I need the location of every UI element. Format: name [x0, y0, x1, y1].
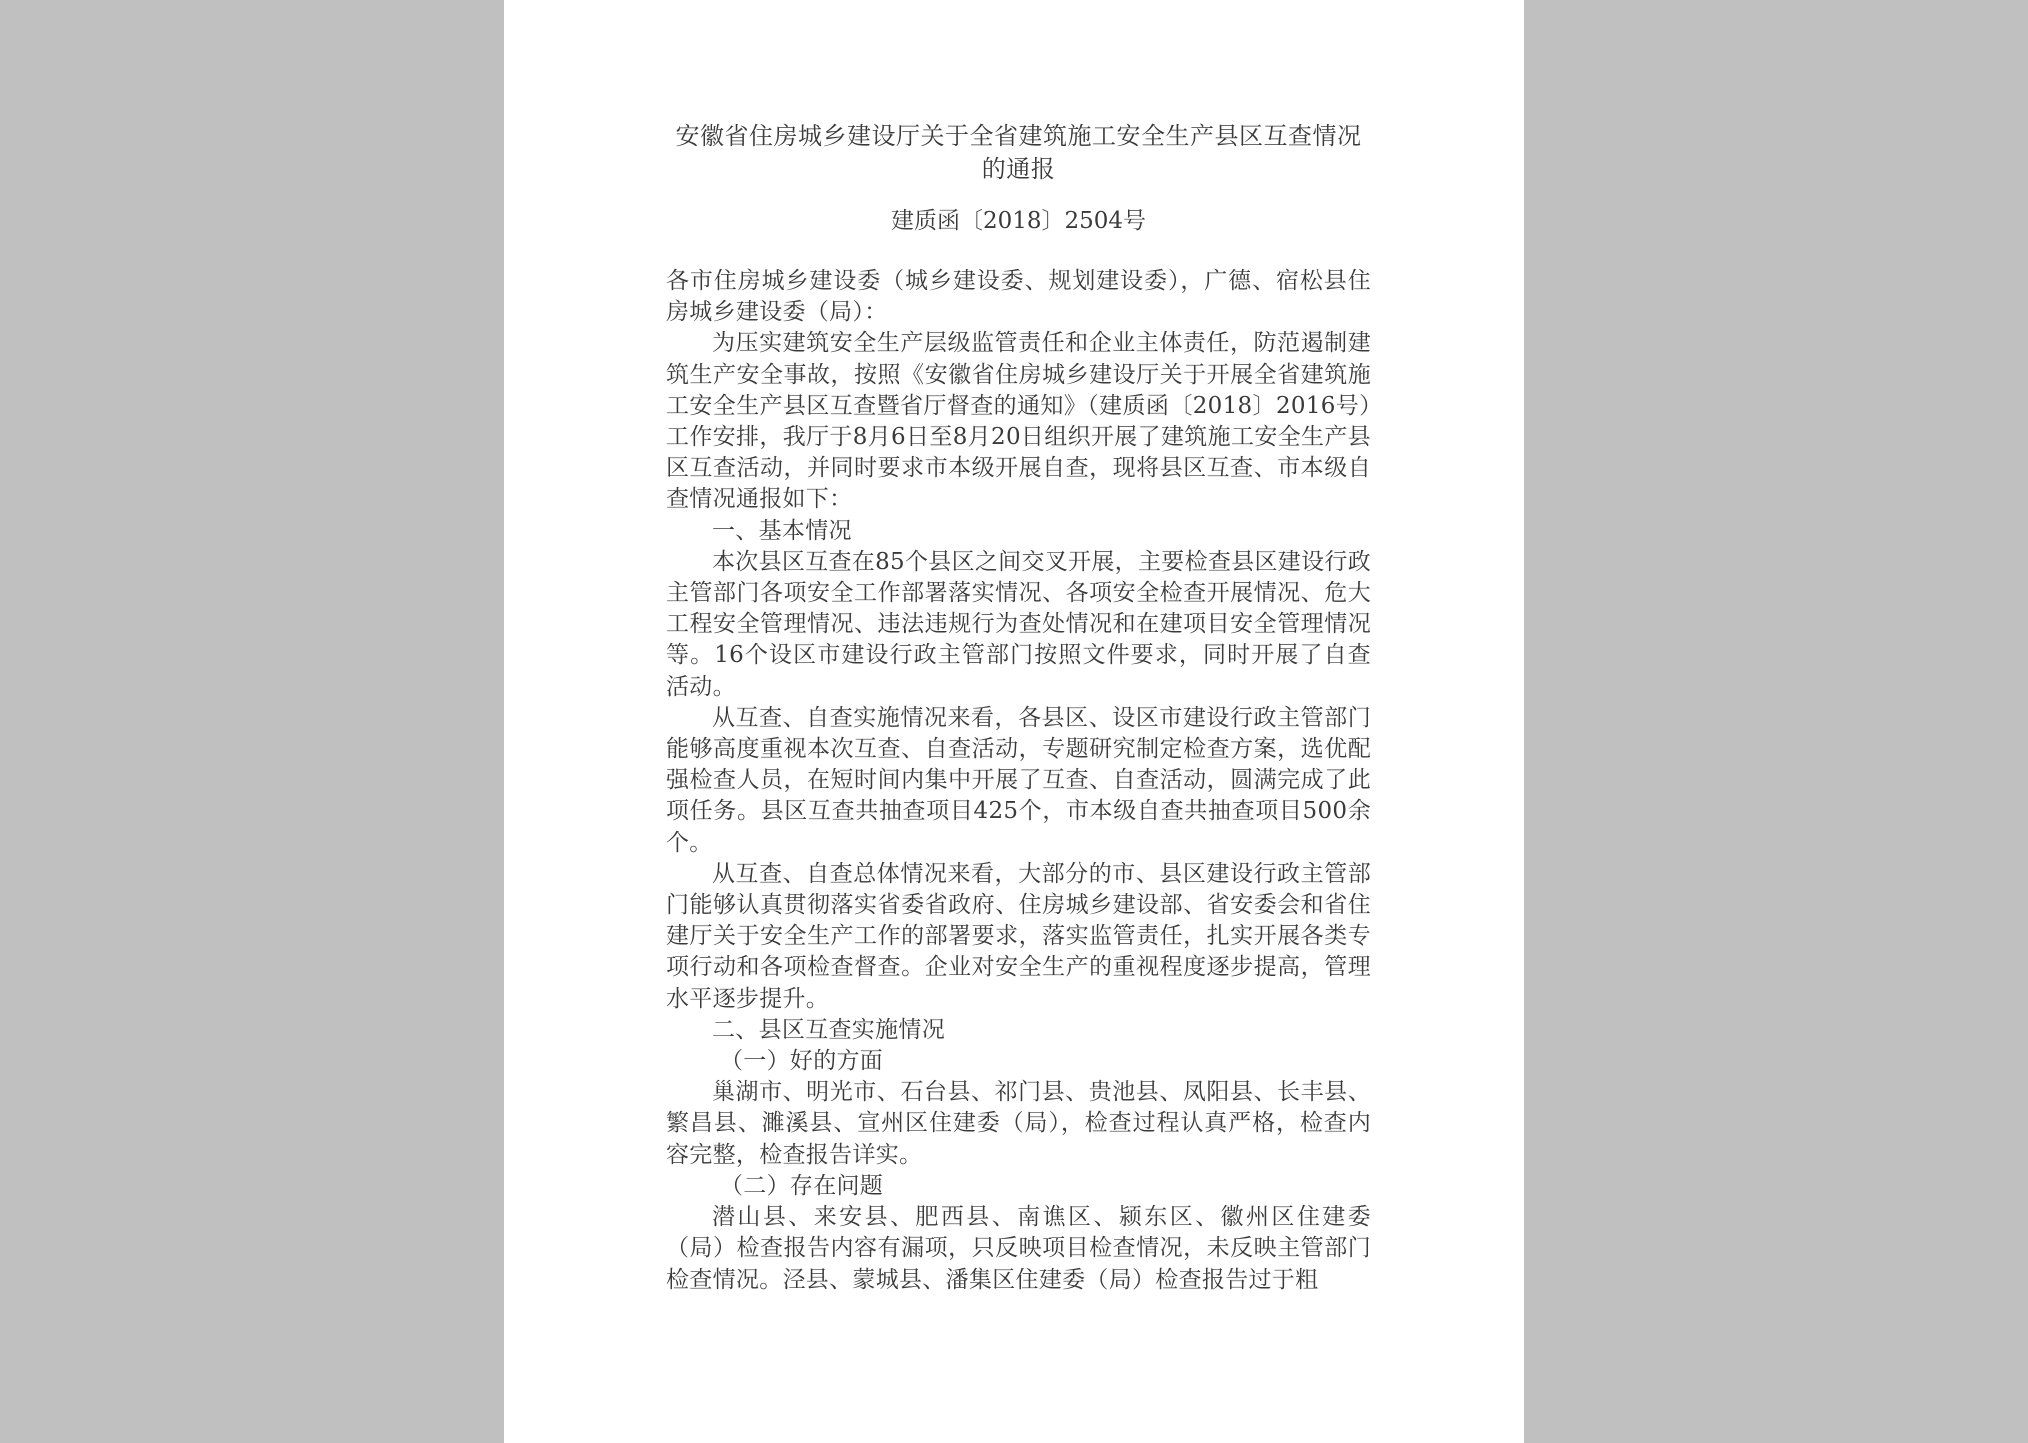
section1-paragraph-3: 从互查、自查总体情况来看，大部分的市、县区建设行政主管部门能够认真贯彻落实省委省政府、住房城乡建设部、省安委会和省住建厅关于安全生产工作的部署要求，落实监管责任，扎实开展各类专项行动和各项检查督查。企业对安全生产的重视程度逐步提高，管理水平逐步提升。: [666, 860, 1371, 1012]
addressee: 各市住房城乡建设委（城乡建设委、规划建设委），广德、宿松县住房城乡建设委（局）：: [666, 268, 1371, 326]
intro-paragraph: 为压实建筑安全生产层级监管责任和企业主体责任，防范遏制建筑生产安全事故，按照《安徽省住房城乡建设厅关于开展全省建筑施工安全生产县区互查暨省厅督查的通知》（建质函〔2018〕2016号）工作安排，我厅于8月6日至8月20日组织开展了建筑施工安全生产县区互查活动，并同时要求市本级开展自查，现将县区互查、市本级自查情况通报如下：: [666, 330, 1371, 513]
section1-paragraph-1: 本次县区互查在85个县区之间交叉开展，主要检查县区建设行政主管部门各项安全工作部署落实情况、各项安全检查开展情况、危大工程安全管理情况、违法违规行为查处情况和在建项目安全管理情况等。16个设区市建设行政主管部门按照文件要求，同时开展了自查活动。: [666, 548, 1371, 700]
document-content: [666, 120, 1371, 1296]
section-heading-2: 二、县区互查实施情况: [712, 1016, 945, 1043]
section-heading-1: 一、基本情况: [712, 517, 852, 544]
subsection-heading-good: （一）好的方面: [720, 1048, 884, 1075]
subsection-heading-problems: （二）存在问题: [720, 1172, 884, 1199]
document-number: 建质函〔2018〕2504号: [890, 208, 1147, 234]
document-title: 安徽省住房城乡建设厅关于全省建筑施工安全生产县区互查情况的通报: [675, 122, 1362, 183]
subsection-problems-paragraph: 潜山县、来安县、肥西县、南谯区、颍东区、徽州区住建委（局）检查报告内容有漏项，只反映项目检查情况，未反映主管部门检查情况。泾县、蒙城县、潘集区住建委（局）检查报告过于粗: [666, 1204, 1371, 1293]
document-page: [504, 0, 1524, 1443]
section1-paragraph-2: 从互查、自查实施情况来看，各县区、设区市建设行政主管部门能够高度重视本次互查、自查活动，专题研究制定检查方案，选优配强检查人员，在短时间内集中开展了互查、自查活动，圆满完成了此项任务。县区互查共抽查项目425个，市本级自查共抽查项目500余个。: [666, 704, 1371, 856]
subsection-good-paragraph: 巢湖市、明光市、石台县、祁门县、贵池县、凤阳县、长丰县、繁昌县、濉溪县、宣州区住建委（局），检查过程认真严格，检查内容完整，检查报告详实。: [666, 1079, 1371, 1168]
document-body: [666, 266, 1371, 1296]
